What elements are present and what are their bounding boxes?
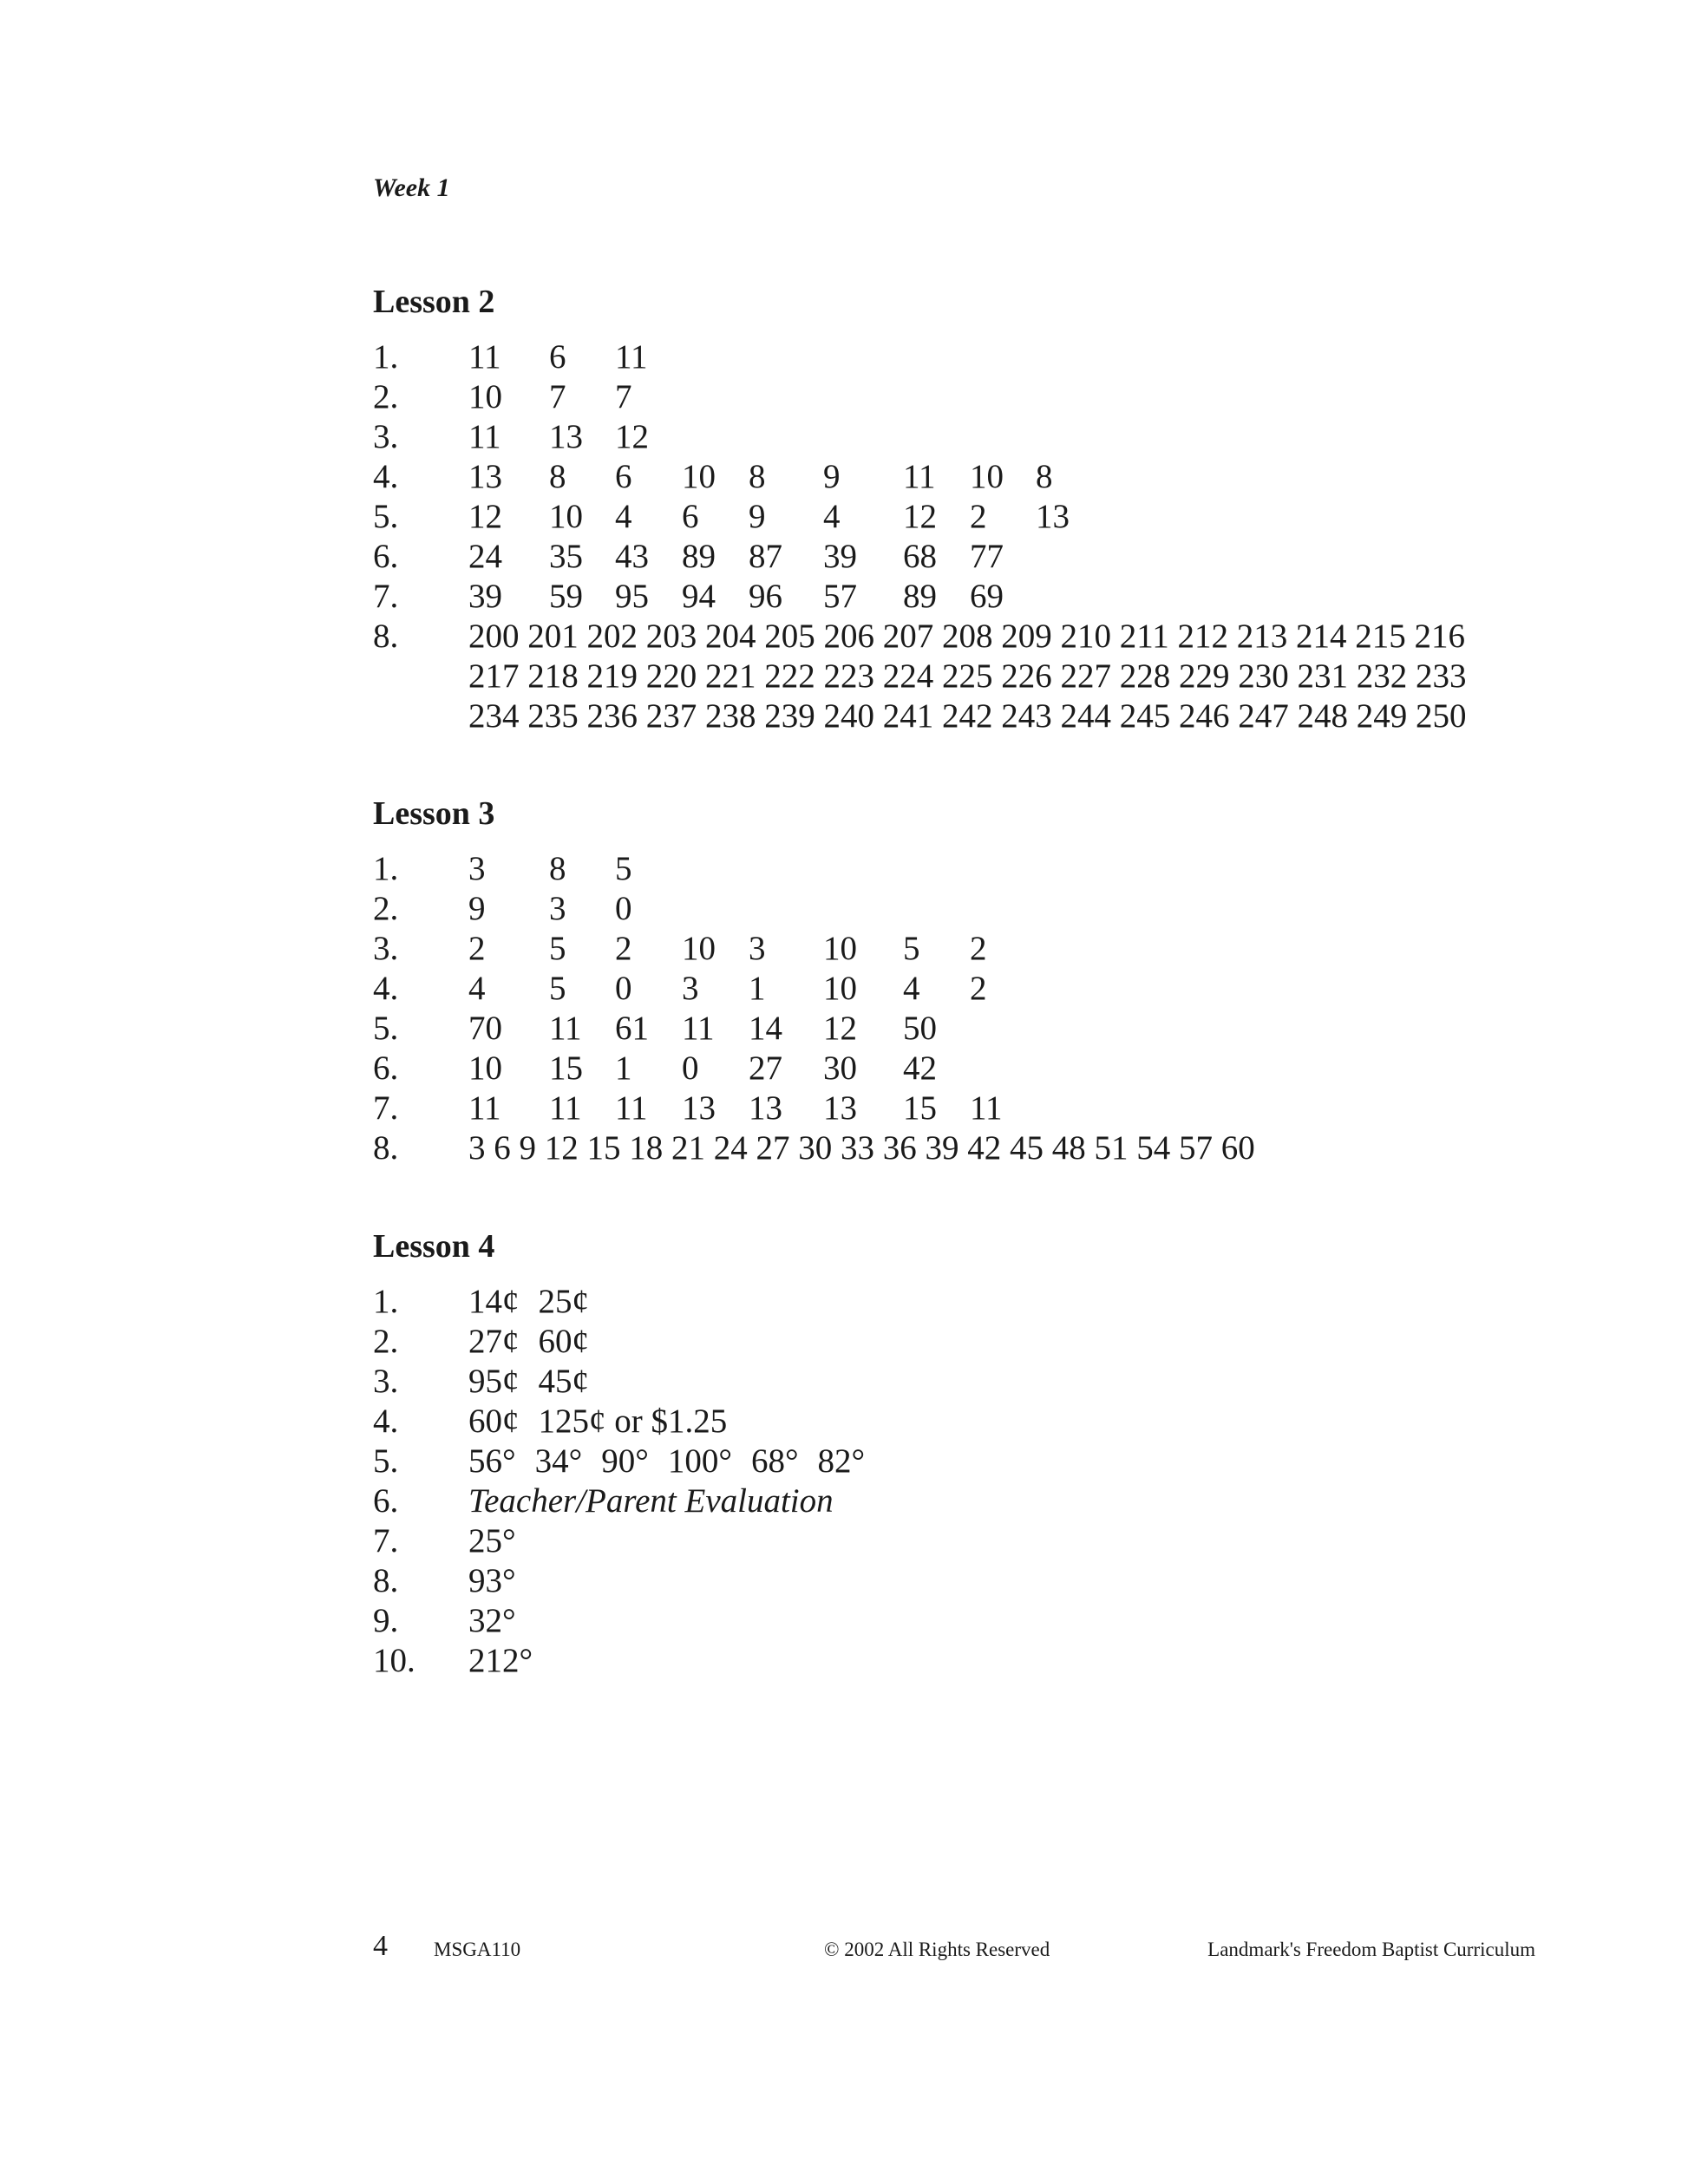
answer-row — [373, 1009, 1255, 1049]
answer-value: 25° — [468, 1522, 516, 1560]
answer-value: 13 — [468, 458, 502, 495]
answer-value: 12 — [823, 1010, 857, 1047]
answer-value: 3 — [549, 890, 566, 927]
answer-value: 77 — [970, 538, 1004, 575]
answer-value: 13 — [1036, 498, 1070, 535]
answer-values — [468, 337, 682, 377]
answer-value: 12 — [903, 498, 937, 535]
answer-values — [468, 1521, 535, 1561]
answer-value: 94 — [682, 578, 716, 615]
answer-values — [468, 1442, 884, 1481]
answer-values — [468, 1009, 970, 1049]
answer-value: 1 — [615, 1049, 632, 1087]
answer-value: 90° — [601, 1442, 649, 1480]
item-number: 6. — [373, 1482, 399, 1520]
answer-value: 87 — [749, 538, 782, 575]
answer-value: 2 — [615, 930, 632, 967]
answer-value: 0 — [615, 970, 632, 1007]
answer-value: 5 — [549, 930, 566, 967]
answer-values — [468, 1322, 608, 1362]
item-number: 4. — [373, 1403, 399, 1440]
answer-row — [373, 1049, 1255, 1089]
answer-value: 34° — [534, 1442, 583, 1480]
item-number: 7. — [373, 1089, 399, 1127]
answer-value: 11 — [903, 458, 936, 495]
answer-value: 10 — [823, 930, 857, 967]
item-number: 2. — [373, 378, 399, 415]
course-code: MSGA110 — [434, 1939, 521, 1960]
answer-value: 13 — [823, 1089, 857, 1127]
answer-value: 11 — [468, 338, 501, 376]
answer-value: Teacher/Parent Evaluation — [468, 1482, 834, 1520]
answer-value: 212° — [468, 1642, 533, 1679]
answer-value: 100° — [667, 1442, 732, 1480]
item-number: 2. — [373, 1323, 399, 1360]
answer-values — [468, 497, 1102, 537]
answer-row — [373, 1641, 884, 1681]
answer-value: 10 — [468, 1049, 502, 1087]
answer-value: 11 — [615, 1089, 648, 1127]
answer-value: 10 — [823, 970, 857, 1007]
answer-value: 39 — [468, 578, 502, 615]
answer-value: 24 — [468, 538, 502, 575]
answer-value: 61 — [615, 1010, 649, 1047]
answer-value: 27 — [749, 1049, 782, 1087]
answer-value: 30 — [823, 1049, 857, 1087]
answer-value: 4 — [615, 498, 632, 535]
item-number: 1. — [373, 1283, 399, 1320]
answer-value: 2 — [468, 930, 486, 967]
page-number: 4 — [373, 1930, 388, 1962]
answer-value: 82° — [817, 1442, 866, 1480]
answer-row — [373, 1601, 884, 1641]
item-number: 6. — [373, 538, 399, 575]
answer-row — [373, 889, 1255, 929]
answer-value: 60¢ — [538, 1323, 589, 1360]
answer-value: 8 — [549, 458, 566, 495]
answer-line: 3 6 9 12 15 18 21 24 27 30 33 36 39 42 45 48 51 54 57 60 — [468, 1129, 1255, 1167]
answer-row — [373, 1089, 1255, 1128]
item-number: 1. — [373, 850, 399, 887]
answer-value: 10 — [682, 458, 716, 495]
item-number: 3. — [373, 418, 399, 455]
item-number: 8. — [373, 1129, 399, 1167]
item-number: 7. — [373, 1522, 399, 1560]
item-number: 4. — [373, 970, 399, 1007]
item-number: 8. — [373, 1562, 399, 1599]
answer-value: 10 — [970, 458, 1004, 495]
answer-value: 125¢ or $1.25 — [538, 1403, 728, 1440]
answer-values — [468, 1282, 608, 1322]
answer-value: 70 — [468, 1010, 502, 1047]
answer-value: 11 — [549, 1010, 582, 1047]
answer-row — [373, 1442, 884, 1481]
item-number: 2. — [373, 890, 399, 927]
item-number: 9. — [373, 1602, 399, 1639]
answer-value: 12 — [615, 418, 649, 455]
item-number: 6. — [373, 1049, 399, 1087]
answer-value: 8 — [749, 458, 766, 495]
answer-value: 93° — [468, 1562, 516, 1599]
answer-value: 12 — [468, 498, 502, 535]
answer-value: 6 — [682, 498, 699, 535]
answer-value: 11 — [682, 1010, 715, 1047]
answer-values — [468, 1601, 535, 1641]
answer-row — [373, 1128, 1255, 1168]
answer-values — [468, 889, 682, 929]
answer-row — [373, 417, 1467, 457]
answer-value: 2 — [970, 498, 987, 535]
answer-value: 14 — [749, 1010, 782, 1047]
answer-values — [468, 1641, 552, 1681]
answer-value: 39 — [823, 538, 857, 575]
lesson-3-section — [373, 794, 1255, 1168]
answer-value: 9 — [823, 458, 841, 495]
item-number: 1. — [373, 338, 399, 376]
answer-value: 89 — [903, 578, 937, 615]
answer-line: 217 218 219 220 221 222 223 224 225 226 227 228 229 230 231 232 233 — [468, 657, 1467, 695]
answer-value: 25¢ — [538, 1283, 589, 1320]
answer-value: 6 — [615, 458, 632, 495]
answer-row — [373, 617, 1467, 657]
item-number: 5. — [373, 498, 399, 535]
answer-value: 10 — [468, 378, 502, 415]
answer-value: 0 — [615, 890, 632, 927]
item-number: 7. — [373, 578, 399, 615]
answer-row — [373, 577, 1467, 617]
answer-values — [468, 1049, 970, 1089]
publisher-name: Landmark's Freedom Baptist Curriculum — [1207, 1939, 1535, 1960]
item-number: 3. — [373, 930, 399, 967]
answer-value: 8 — [549, 850, 566, 887]
answer-value: 9 — [749, 498, 766, 535]
item-number: 8. — [373, 618, 399, 655]
answer-value: 60¢ — [468, 1403, 520, 1440]
answer-line: 200 201 202 203 204 205 206 207 208 209 210 211 212 213 214 215 216 — [468, 618, 1466, 655]
answer-values — [468, 969, 1036, 1009]
item-number: 5. — [373, 1442, 399, 1480]
answer-values — [468, 457, 1102, 497]
answer-value: 89 — [682, 538, 716, 575]
lesson-title: Lesson 3 — [373, 795, 495, 832]
answer-value: 95 — [615, 578, 649, 615]
answer-value: 15 — [903, 1089, 937, 1127]
answer-value: 59 — [549, 578, 583, 615]
answer-values — [468, 577, 1036, 617]
answer-value: 4 — [903, 970, 920, 1007]
answer-value: 7 — [549, 378, 566, 415]
answer-row — [373, 849, 1255, 889]
answer-value: 68° — [750, 1442, 799, 1480]
answer-row — [373, 1521, 884, 1561]
answer-value: 15 — [549, 1049, 583, 1087]
answer-value: 0 — [682, 1049, 699, 1087]
answer-values — [468, 537, 1036, 577]
answer-row — [373, 337, 1467, 377]
answer-value: 11 — [970, 1089, 1003, 1127]
answer-row — [373, 929, 1255, 969]
answer-value: 5 — [549, 970, 566, 1007]
answer-values — [468, 1481, 853, 1521]
answer-values — [468, 929, 1036, 969]
answer-value: 13 — [549, 418, 583, 455]
item-number: 4. — [373, 458, 399, 495]
answer-value: 4 — [823, 498, 841, 535]
answer-values — [468, 417, 682, 457]
answer-row — [373, 1481, 884, 1521]
answer-values — [468, 1402, 746, 1442]
answer-row — [373, 497, 1467, 537]
answer-value: 35 — [549, 538, 583, 575]
lesson-4-section — [373, 1226, 884, 1681]
answer-value: 10 — [682, 930, 716, 967]
answer-value: 7 — [615, 378, 632, 415]
answer-value: 14¢ — [468, 1283, 520, 1320]
answer-value: 3 — [749, 930, 766, 967]
lesson-title: Lesson 2 — [373, 284, 495, 320]
answer-value: 11 — [468, 418, 501, 455]
page-footer — [373, 1930, 1535, 1968]
week-heading: Week 1 — [373, 173, 450, 202]
answer-value: 6 — [549, 338, 566, 376]
answer-values — [468, 1561, 535, 1601]
answer-value: 69 — [970, 578, 1004, 615]
answer-row — [373, 1322, 884, 1362]
item-number — [373, 696, 468, 736]
answer-value: 32° — [468, 1602, 516, 1639]
answer-value: 13 — [682, 1089, 716, 1127]
answer-values — [468, 377, 682, 417]
answer-value: 5 — [903, 930, 920, 967]
answer-value: 9 — [468, 890, 486, 927]
answer-value: 96 — [749, 578, 782, 615]
item-number: 5. — [373, 1010, 399, 1047]
answer-row — [373, 377, 1467, 417]
answer-row — [373, 1402, 884, 1442]
answer-value: 2 — [970, 930, 987, 967]
answer-value: 57 — [823, 578, 857, 615]
answer-value: 68 — [903, 538, 937, 575]
answer-value: 1 — [749, 970, 766, 1007]
answer-value: 11 — [615, 338, 648, 376]
answer-value: 3 — [468, 850, 486, 887]
item-number — [373, 657, 468, 696]
answer-value: 27¢ — [468, 1323, 520, 1360]
answer-value: 11 — [468, 1089, 501, 1127]
item-number: 10. — [373, 1642, 415, 1679]
answer-values — [468, 849, 682, 889]
answer-row — [373, 969, 1255, 1009]
answer-value: 3 — [682, 970, 699, 1007]
answer-value: 2 — [970, 970, 987, 1007]
answer-values — [468, 1089, 1036, 1128]
answer-value: 5 — [615, 850, 632, 887]
answer-row — [373, 696, 1467, 736]
lesson-title: Lesson 4 — [373, 1228, 495, 1265]
answer-value: 43 — [615, 538, 649, 575]
answer-value: 95¢ — [468, 1363, 520, 1400]
answer-row — [373, 1362, 884, 1402]
copyright-notice: © 2002 All Rights Reserved — [824, 1939, 1050, 1960]
answer-value: 4 — [468, 970, 486, 1007]
answer-row — [373, 537, 1467, 577]
answer-value: 8 — [1036, 458, 1053, 495]
answer-value: 10 — [549, 498, 583, 535]
answer-value: 13 — [749, 1089, 782, 1127]
lesson-2-section — [373, 282, 1467, 736]
answer-row — [373, 1561, 884, 1601]
answer-line: 234 235 236 237 238 239 240 241 242 243 244 245 246 247 248 249 250 — [468, 697, 1467, 735]
item-number: 3. — [373, 1363, 399, 1400]
answer-value: 50 — [903, 1010, 937, 1047]
answer-values — [468, 1362, 608, 1402]
answer-value: 11 — [549, 1089, 582, 1127]
answer-value: 45¢ — [538, 1363, 589, 1400]
answer-row — [373, 1282, 884, 1322]
answer-value: 56° — [468, 1442, 516, 1480]
answer-row — [373, 457, 1467, 497]
answer-row — [373, 657, 1467, 696]
answer-value: 42 — [903, 1049, 937, 1087]
